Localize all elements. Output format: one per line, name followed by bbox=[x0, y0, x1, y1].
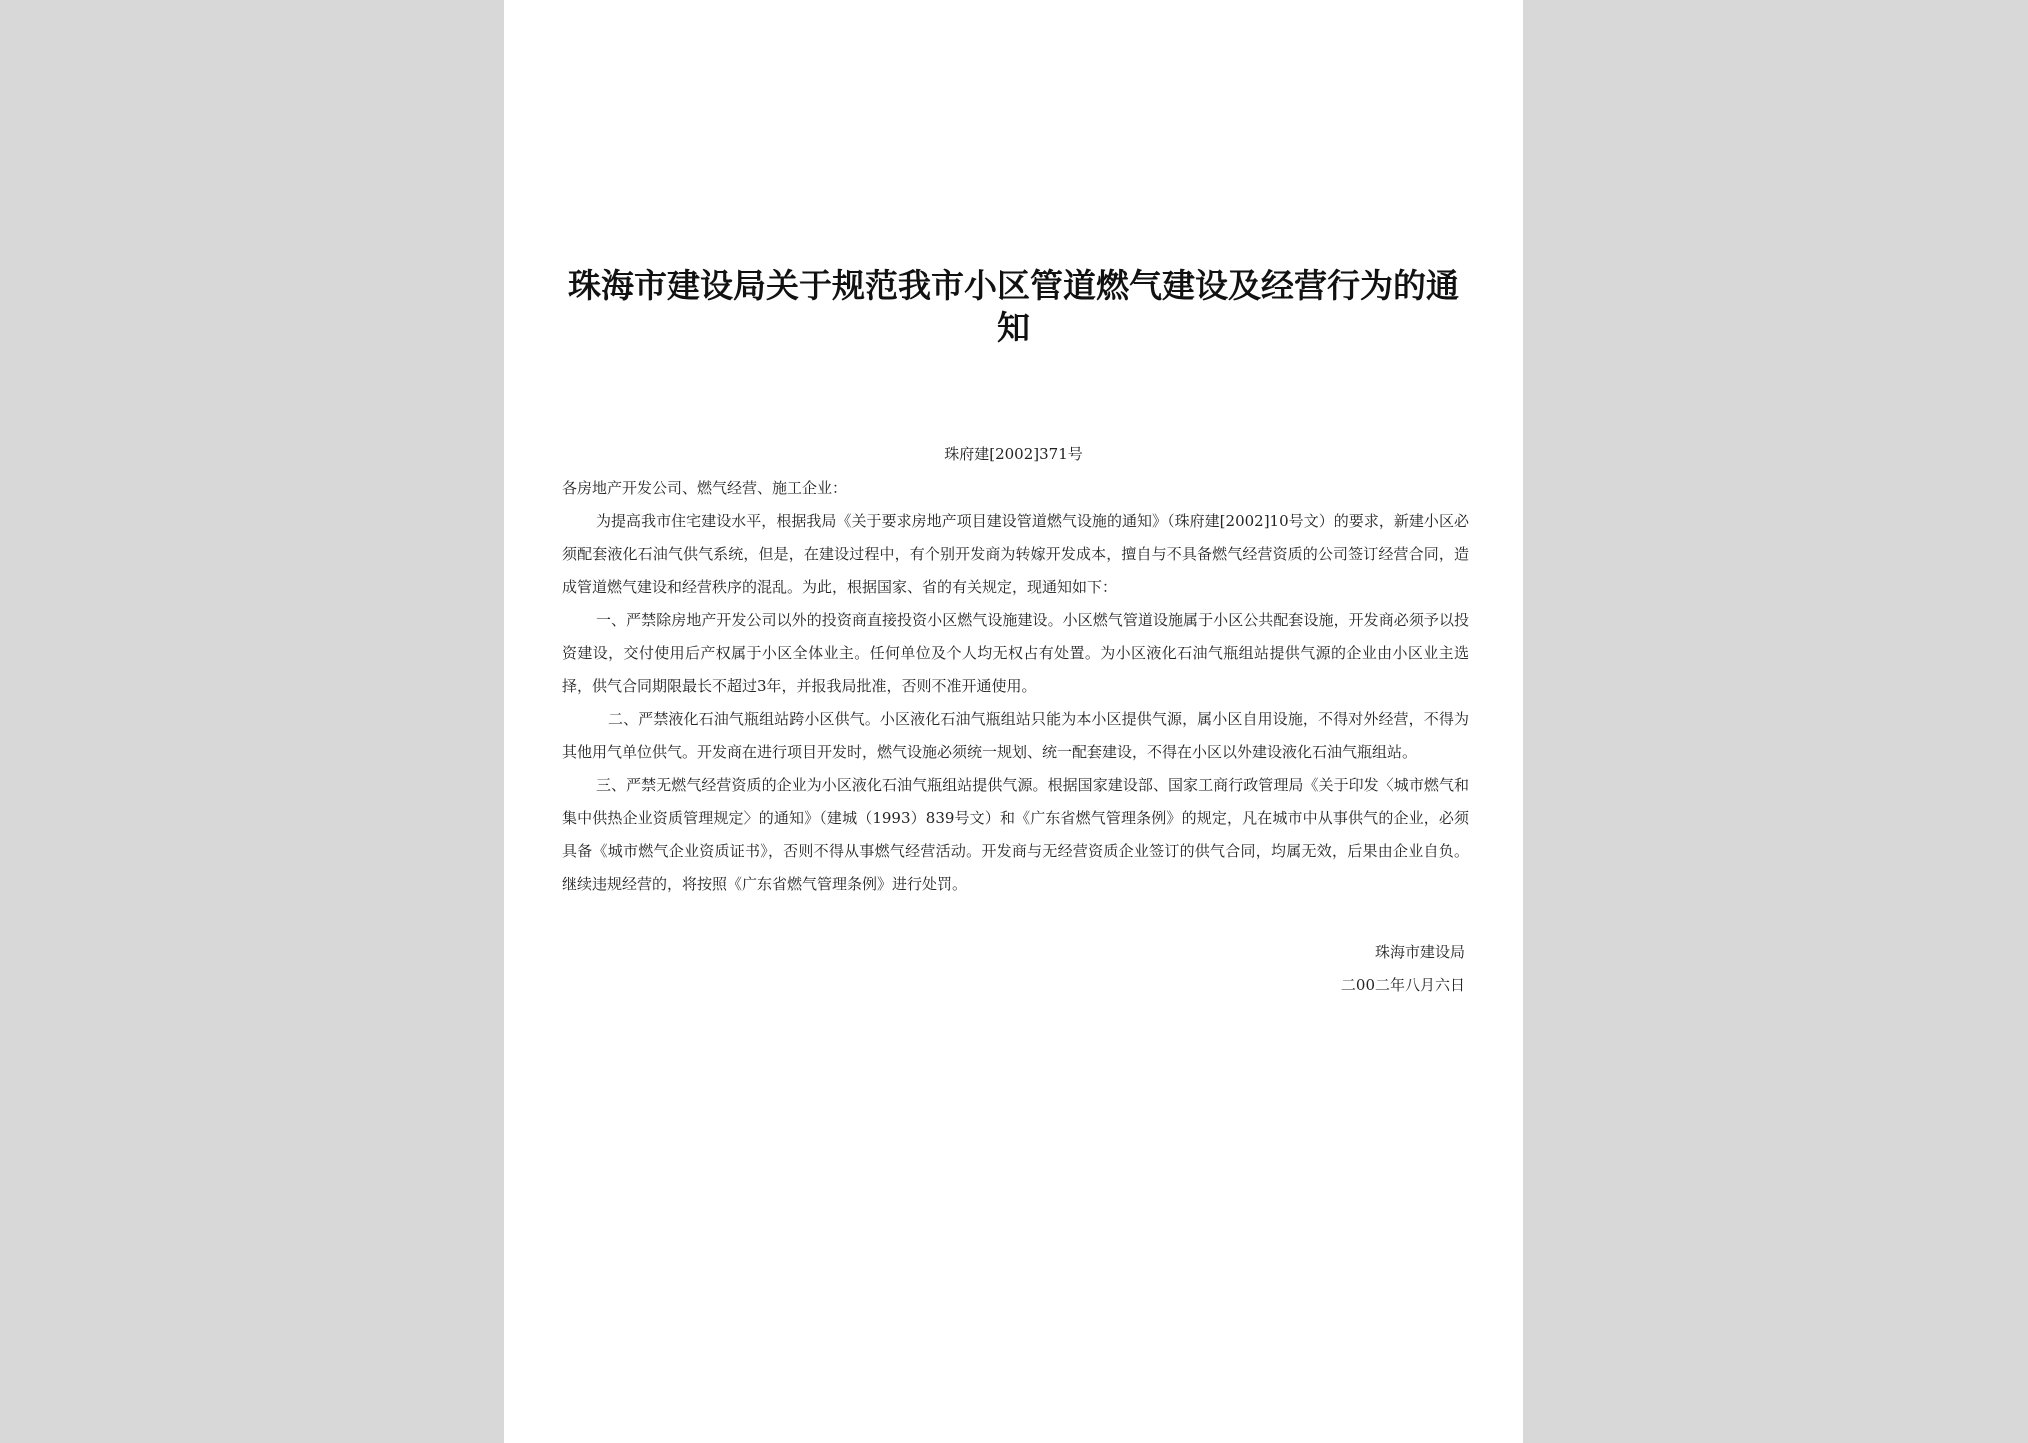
document-title: 珠海市建设局关于规范我市小区管道燃气建设及经营行为的通知 bbox=[568, 266, 1459, 347]
paragraph-item-2: 二、严禁液化石油气瓶组站跨小区供气。小区液化石油气瓶组站只能为本小区提供气源，属小区自用设施，不得对外经营，不得为其他用气单位供气。开发商在进行项目开发时，燃气设施必须统一规划、统一配套建设，不得在小区以外建设液化石油气瓶组站。 bbox=[562, 710, 1469, 761]
issue-date: 二00二年八月六日 bbox=[1340, 976, 1465, 994]
document-page bbox=[504, 0, 1523, 1443]
recipients-line: 各房地产开发公司、燃气经营、施工企业： bbox=[562, 479, 848, 497]
paragraph-intro: 为提高我市住宅建设水平，根据我局《关于要求房地产项目建设管道燃气设施的通知》（珠府建[2002]10号文）的要求，新建小区必须配套液化石油气供气系统，但是，在建设过程中，有个别开发商为转嫁开发成本，擅自与不具备燃气经营资质的公司签订经营合同，造成管道燃气建设和经营秩序的混乱。为此，根据国家、省的有关规定，现通知如下： bbox=[562, 512, 1469, 596]
paragraph-item-3: 三、严禁无燃气经营资质的企业为小区液化石油气瓶组站提供气源。根据国家建设部、国家工商行政管理局《关于印发〈城市燃气和集中供热企业资质管理规定〉的通知》（建城（1993）839号文）和《广东省燃气管理条例》的规定，凡在城市中从事供气的企业，必须具备《城市燃气企业资质证书》，否则不得从事燃气经营活动。开发商与无经营资质企业签订的供气合同，均属无效，后果由企业自负。继续违规经营的，将按照《广东省燃气管理条例》进行处罚。 bbox=[562, 776, 1469, 893]
issuer-name: 珠海市建设局 bbox=[1374, 943, 1465, 961]
document-body bbox=[562, 472, 1469, 901]
signature-block bbox=[1341, 936, 1465, 1002]
paragraph-item-1: 一、严禁除房地产开发公司以外的投资商直接投资小区燃气设施建设。小区燃气管道设施属于小区公共配套设施，开发商必须予以投资建设，交付使用后产权属于小区全体业主。任何单位及个人均无权占有处置。为小区液化石油气瓶组站提供气源的企业由小区业主选择，供气合同期限最长不超过3年，并报我局批准，否则不准开通使用。 bbox=[562, 611, 1469, 695]
document-number: 珠府建[2002]371号 bbox=[944, 445, 1083, 463]
